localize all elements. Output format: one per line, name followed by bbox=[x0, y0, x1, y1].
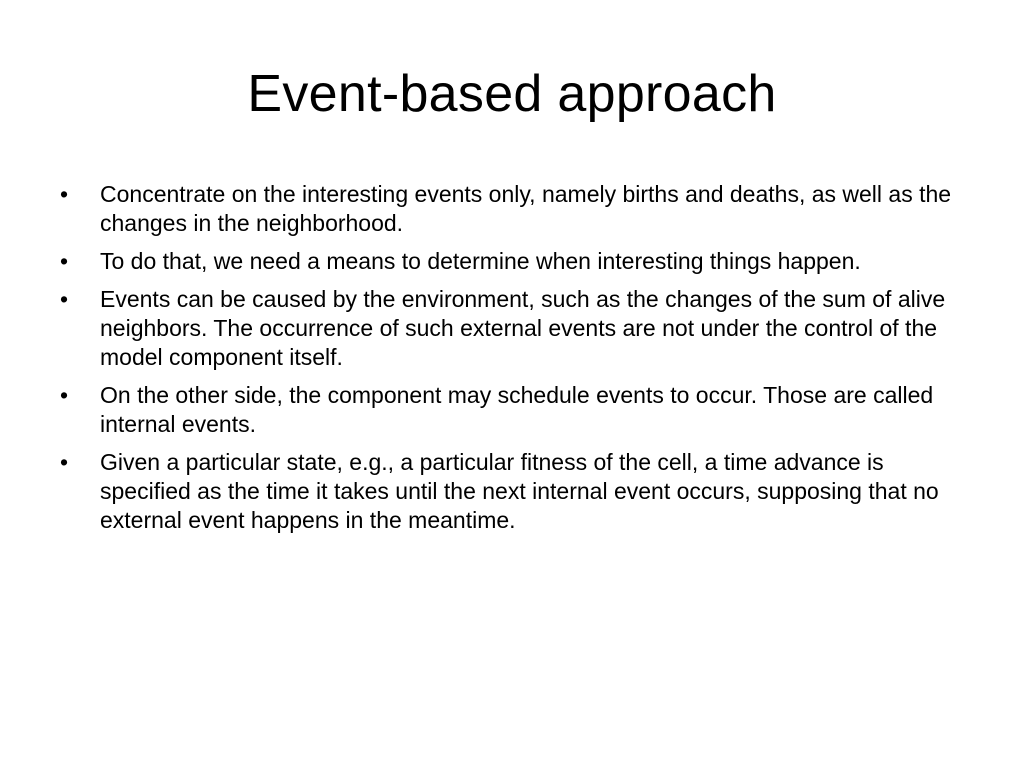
bullet-text: On the other side, the component may schedule events to occur. Those are called internal events. bbox=[100, 382, 934, 437]
bullet-item bbox=[60, 180, 970, 238]
bullet-dot-icon: • bbox=[60, 286, 69, 312]
bullet-text: Given a particular state, e.g., a particular fitness of the cell, a time advance is specified as the time it takes until the next internal event occurs, supposing that no external event happens in the meantime. bbox=[100, 449, 939, 533]
bullet-text: To do that, we need a means to determine when interesting things happen. bbox=[100, 248, 861, 274]
slide-title: Event-based approach bbox=[247, 65, 777, 123]
bullet-item bbox=[60, 247, 970, 276]
bullet-dot-icon: • bbox=[60, 449, 69, 475]
bullet-item bbox=[60, 285, 970, 372]
bullet-item bbox=[60, 381, 970, 439]
bullet-dot-icon: • bbox=[60, 382, 69, 408]
bullet-list bbox=[60, 180, 970, 544]
bullet-item bbox=[60, 448, 970, 535]
bullet-text: Concentrate on the interesting events only, namely births and deaths, as well as the changes in the neighborhood. bbox=[100, 181, 952, 236]
bullet-text: Events can be caused by the environment, such as the changes of the sum of alive neighbors. The occurrence of such external events are not under the control of the model component itself. bbox=[100, 286, 946, 370]
bullet-dot-icon: • bbox=[60, 181, 69, 207]
bullet-dot-icon: • bbox=[60, 248, 69, 274]
